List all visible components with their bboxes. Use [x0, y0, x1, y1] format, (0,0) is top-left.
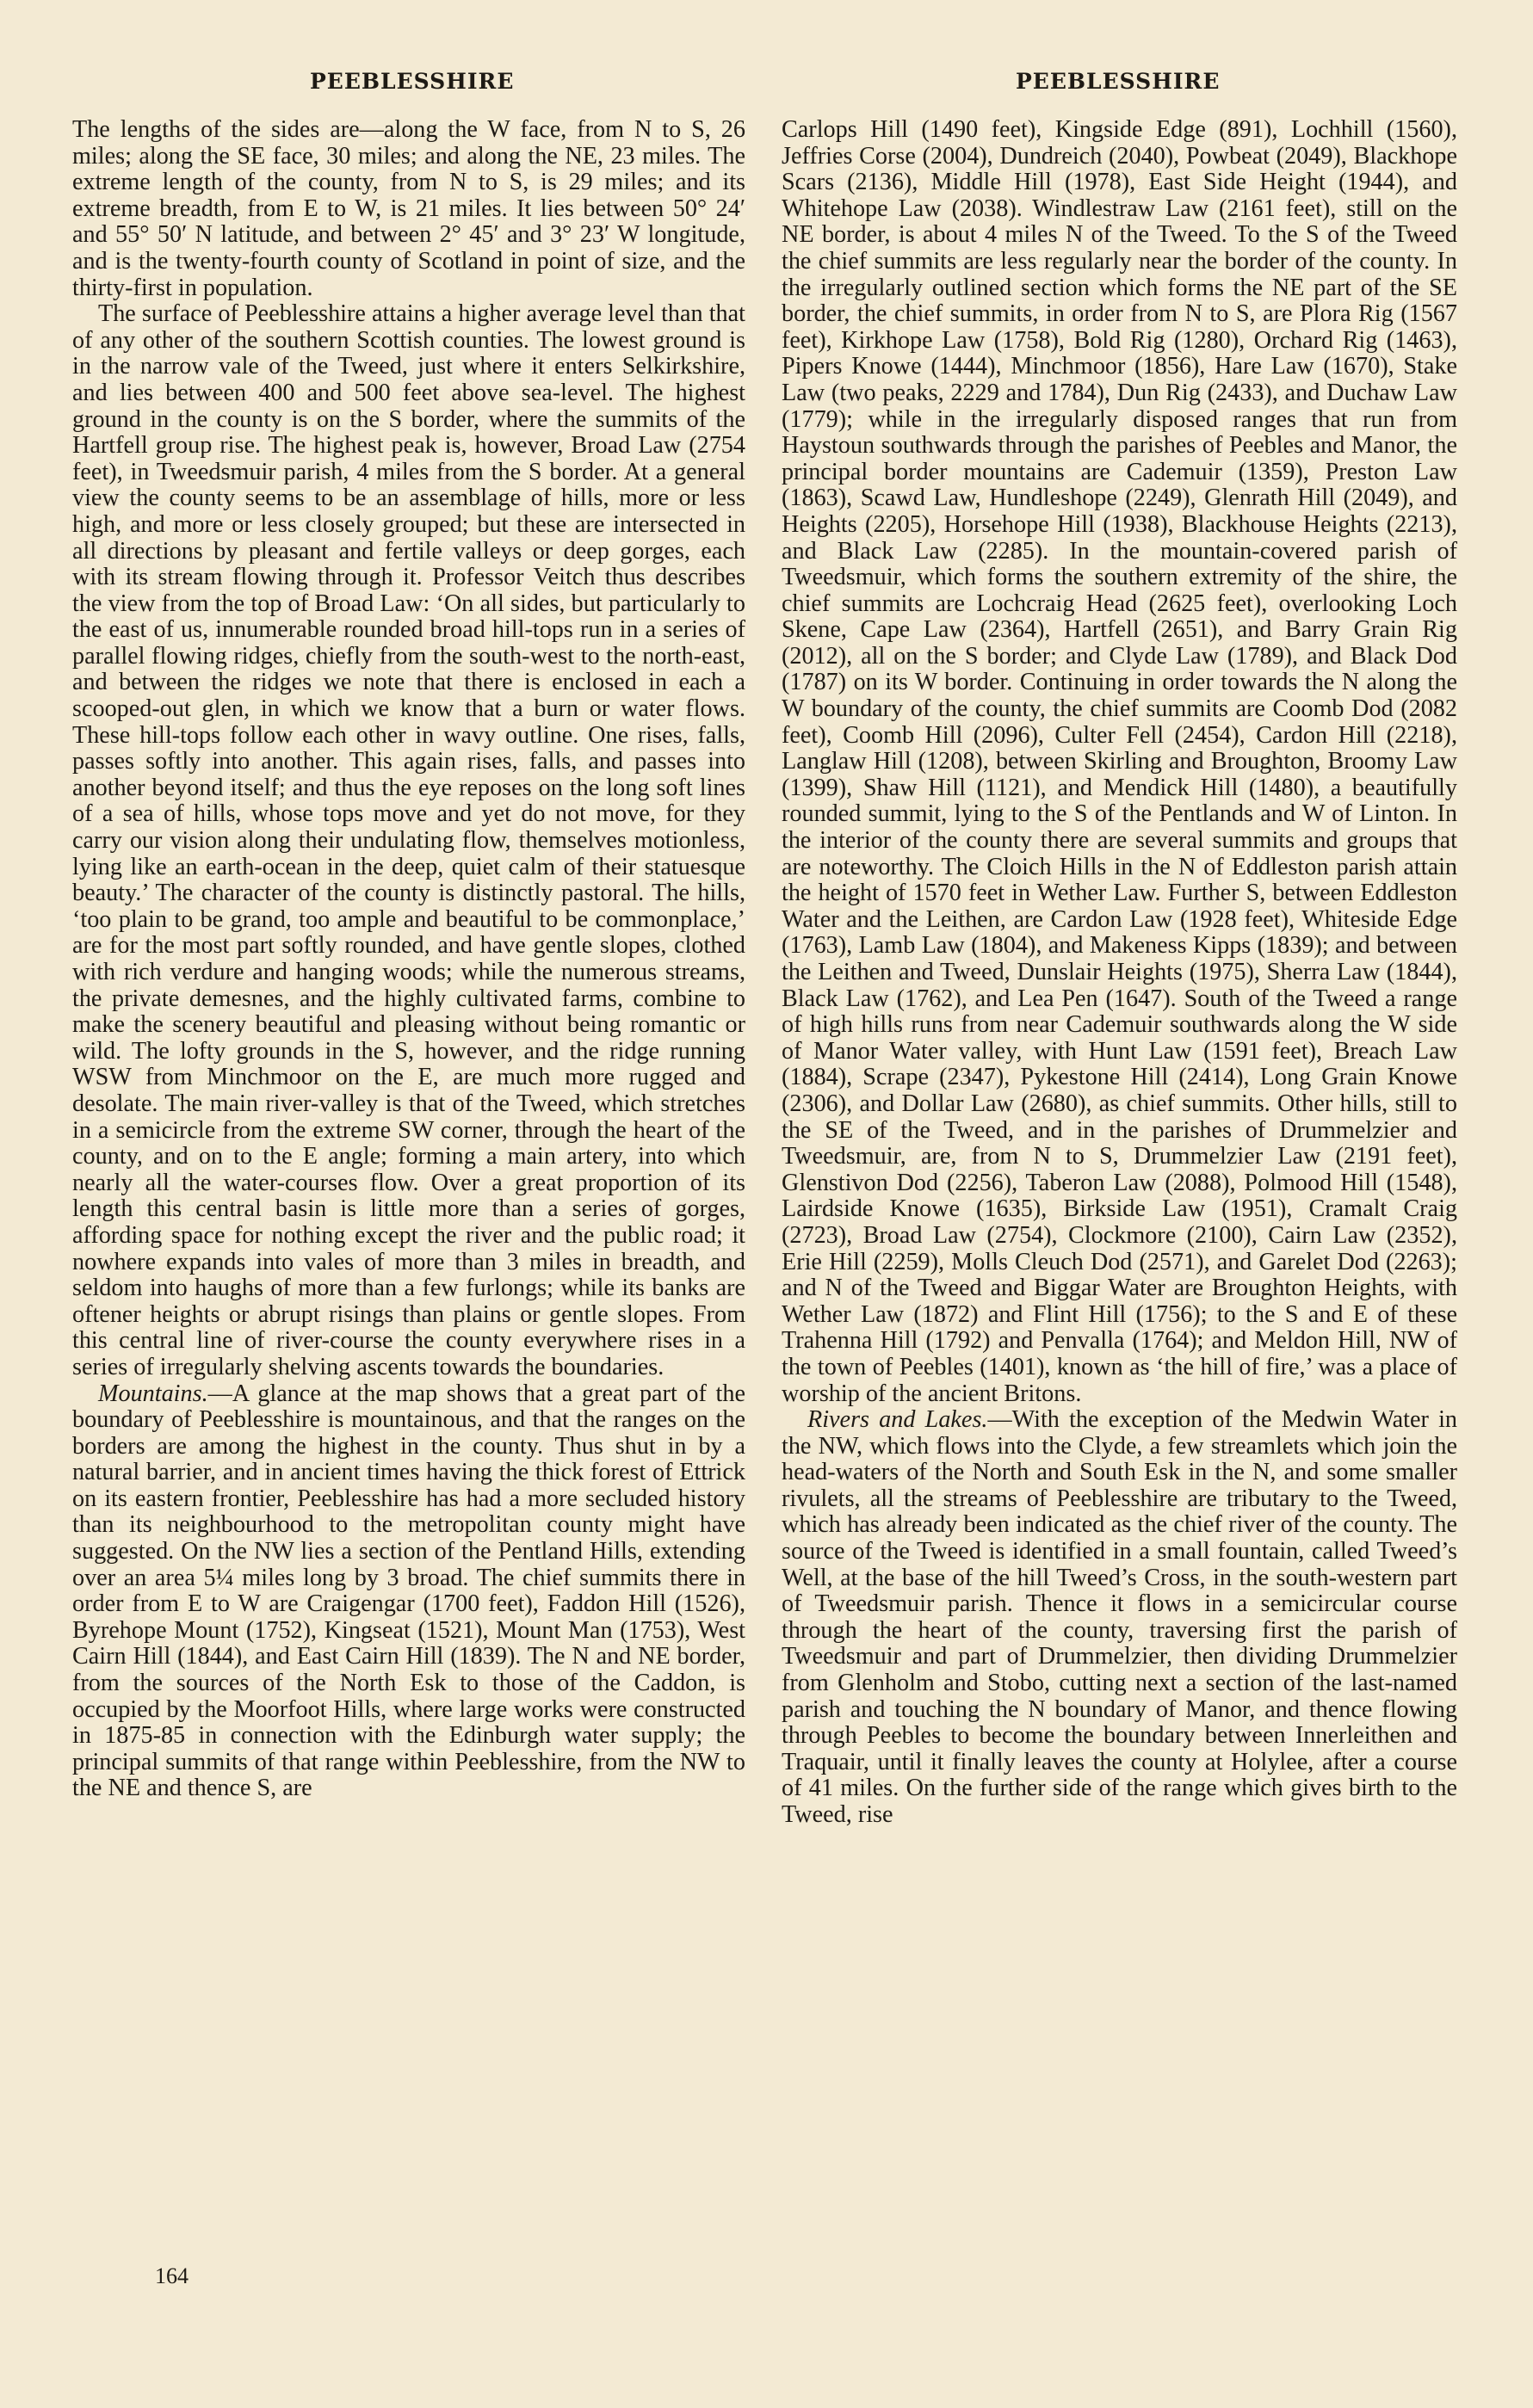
running-header-left: PEEBLESSHIRE [310, 69, 515, 94]
mountains-body: —A glance at the map shows that a great part of the boundary of Peeblesshire is mountainous, and that the ranges on the borders are among the highest in the county. Thus shut in by a natural barrier, and in ancient times having the thick forest of Ettrick on its eastern frontier, Peeblesshire has had a more secluded history than its neighbourhood to the metropolitan county might have suggested. On the NW lies a section of the Pentland Hills, extending over an area 5¼ miles long by 3 broad. The chief summits there in order from E to W are Craigengar (1700 feet), Faddon Hill (1526), Byrehope Mount (1752), Kingseat (1521), Mount Man (1753), West Cairn Hill (1844), and East Cairn Hill (1839). The N and NE border, from the sources of the North Esk to those of the Caddon, is occupied by the Moorfoot Hills, where large works were constructed in 1875-85 in connection with the Edinburgh water supply; the principal summits of that range within Peeblesshire, from the NW to the NE and thence S, are [72, 1380, 745, 1802]
paragraph-surface: The surface of Peeblesshire attains a higher average level than that of any other of the southern Scottish counties. The lowest ground is in the narrow vale of the Tweed, just where it enters Selkirkshire, and lies between 400 and 500 feet above sea-level. The highest ground in the county is on the S border, where the summits of the Hartfell group rise. The highest peak is, however, Broad Law (2754 feet), in Tweedsmuir parish, 4 miles from the S border. At a general view the county seems to be an assemblage of hills, more or less high, and more or less closely grouped; but these are intersected in all directions by pleasant and fertile valleys or deep gorges, each with its stream flowing through it. Professor Veitch thus describes the view from the top of Broad Law: ‘On all sides, but particularly to the east of us, innumerable rounded broad hill-tops run in a series of parallel flowing ridges, chiefly from the south-west to the north-east, and between the ridges we note that there is enclosed in each a scooped-out glen, in which we know that a burn or water flows. These hill-tops follow each other in wavy outline. One rises, falls, passes softly into another. This again rises, falls, and passes into another beyond itself; and thus the eye reposes on the long soft lines of a sea of hills, whose tops move and yet do not move, for they carry our vision along their undulating flow, themselves motionless, lying like an earth-ocean in the deep, quiet calm of their statuesque beauty.’ The character of the county is distinctly pastoral. The hills, ‘too plain to be grand, too ample and beautiful to be commonplace,’ are for the most part softly rounded, and have gentle slopes, clothed with rich verdure and hanging woods; while the numerous streams, the private demesnes, and the highly cultivated farms, combine to make the scenery beautiful and pleasing without being romantic or wild. The lofty grounds in the S, however, and the ridge running WSW from Minchmoor on the E, are much more rugged and desolate. The main river-valley is that of the Tweed, which stretches in a semicircle from the extreme SW corner, through the heart of the county, and on to the E angle; forming a main artery, into which nearly all the water-courses flow. Over a great proportion of its length this central basin is little more than a series of gorges, affording space for nothing except the river and the public road; it nowhere expands into vales of more than 3 miles in breadth, and seldom into haughs of more than a few furlongs; while its banks are oftener heights or abrupt risings than plains or gentle slopes. From this central line of river-course the county everywhere rises in a series of irregularly shelving ascents towards the boundaries. [72, 300, 745, 1380]
paragraph-rivers [782, 1407, 1457, 1829]
page-number: 164 [155, 2263, 189, 2288]
left-column [72, 117, 745, 1802]
section-heading-rivers: Rivers and Lakes. [807, 1406, 988, 1434]
rivers-body: —With the exception of the Medwin Water in the NW, which flows into the Clyde, a few streamlets which join the head-waters of the North and South Esk in the N, and some smaller rivulets, all the streams of Peeblesshire are tributary to the Tweed, which has already been indicated as the chief river of the county. The source of the Tweed is identified in a small fountain, called Tweed’s Well, at the base of the hill Tweed’s Cross, in the south-western part of Tweedsmuir parish. Thence it flows in a semicircular course through the heart of the county, traversing first the parish of Tweedsmuir and part of Drummelzier, then dividing Drummelzier from Glenholm and Stobo, cutting next a section of the last-named parish and touching the N boundary of Manor, and thence flowing through Peebles to become the boundary between Innerleithen and Traquair, until it finally leaves the county at Holylee, after a course of 41 miles. On the further side of the range which gives birth to the Tweed, rise [782, 1406, 1458, 1828]
paragraph-mountains [72, 1381, 745, 1803]
right-column [782, 117, 1457, 1829]
running-header-right: PEEBLESSHIRE [1016, 69, 1221, 94]
paragraph-summits: Carlops Hill (1490 feet), Kingside Edge (891), Lochhill (1560), Jeffries Corse (2004), Dundreich (2040), Powbeat (2049), Blackhope Scars (2136), Middle Hill (1978), East Side Height (1944), and Whitehope Law (2038). Windlestraw Law (2161 feet), still on the NE border, is about 4 miles N of the Tweed. To the S of the Tweed the chief summits are less regularly near the border of the county. In the irregularly outlined section which forms the NE part of the SE border, the chief summits, in order from N to S, are Plora Rig (1567 feet), Kirkhope Law (1758), Bold Rig (1280), Orchard Rig (1463), Pipers Knowe (1444), Minchmoor (1856), Hare Law (1670), Stake Law (two peaks, 2229 and 1784), Dun Rig (2433), and Duchaw Law (1779); while in the irregularly disposed ranges that run from Haystoun southwards through the parishes of Peebles and Manor, the principal border mountains are Cademuir (1359), Preston Law (1863), Scawd Law, Hundleshope (2249), Glenrath Hill (2049), and Heights (2205), Horsehope Hill (1938), Blackhouse Heights (2213), and Black Law (2285). In the mountain-covered parish of Tweedsmuir, which forms the southern extremity of the shire, the chief summits are Lochcraig Head (2625 feet), overlooking Loch Skene, Cape Law (2364), Hartfell (2651), and Barry Grain Rig (2012), all on the S border; and Clyde Law (1789), and Black Dod (1787) on its W border. Continuing in order towards the N along the W boundary of the county, the chief summits are Coomb Dod (2082 feet), Coomb Hill (2096), Culter Fell (2454), Cardon Hill (2218), Langlaw Hill (1208), between Skirling and Broughton, Broomy Law (1399), Shaw Hill (1121), and Mendick Hill (1480), a beautifully rounded summit, lying to the S of the Pentlands and W of Linton. In the interior of the county there are several summits and groups that are noteworthy. The Cloich Hills in the N of Eddleston parish attain the height of 1570 feet in Wether Law. Further S, between Eddleston Water and the Leithen, are Cardon Law (1928 feet), Whiteside Edge (1763), Lamb Law (1804), and Makeness Kipps (1839); and between the Leithen and Tweed, Dunslair Heights (1975), Sherra Law (1844), Black Law (1762), and Lea Pen (1647). South of the Tweed a range of high hills runs from near Cademuir southwards along the W side of Manor Water valley, with Hunt Law (1591 feet), Breach Law (1884), Scrape (2347), Pykestone Hill (2414), Long Grain Knowe (2306), and Dollar Law (2680), as chief summits. Other hills, still to the SE of the Tweed, and in the parishes of Drummelzier and Tweedsmuir, are, from N to S, Drummelzier Law (2191 feet), Glenstivon Dod (2256), Taberon Law (2088), Polmood Hill (1548), Lairdside Knowe (1635), Birkside Law (1951), Cramalt Craig (2723), Broad Law (2754), Clockmore (2100), Cairn Law (2352), Erie Hill (2259), Molls Cleuch Dod (2571), and Garelet Dod (2263); and N of the Tweed and Biggar Water are Broughton Heights, with Wether Law (1872) and Flint Hill (1756); to the S and E of these Trahenna Hill (1792) and Penvalla (1764); and Meldon Hill, NW of the town of Peebles (1401), known as ‘the hill of fire,’ was a place of worship of the ancient Britons. [782, 116, 1457, 1407]
paragraph-dimensions: The lengths of the sides are—along the W face, from N to S, 26 miles; along the SE face, 30 miles; and along the NE, 23 miles. The extreme length of the county, from N to S, is 29 miles; and its extreme breadth, from E to W, is 21 miles. It lies between 50° 24′ and 55° 50′ N latitude, and between 2° 45′ and 3° 23′ W longitude, and is the twenty-fourth county of Scotland in point of size, and the thirty-first in population. [72, 116, 745, 301]
section-heading-mountains: Mountains. [98, 1380, 208, 1407]
